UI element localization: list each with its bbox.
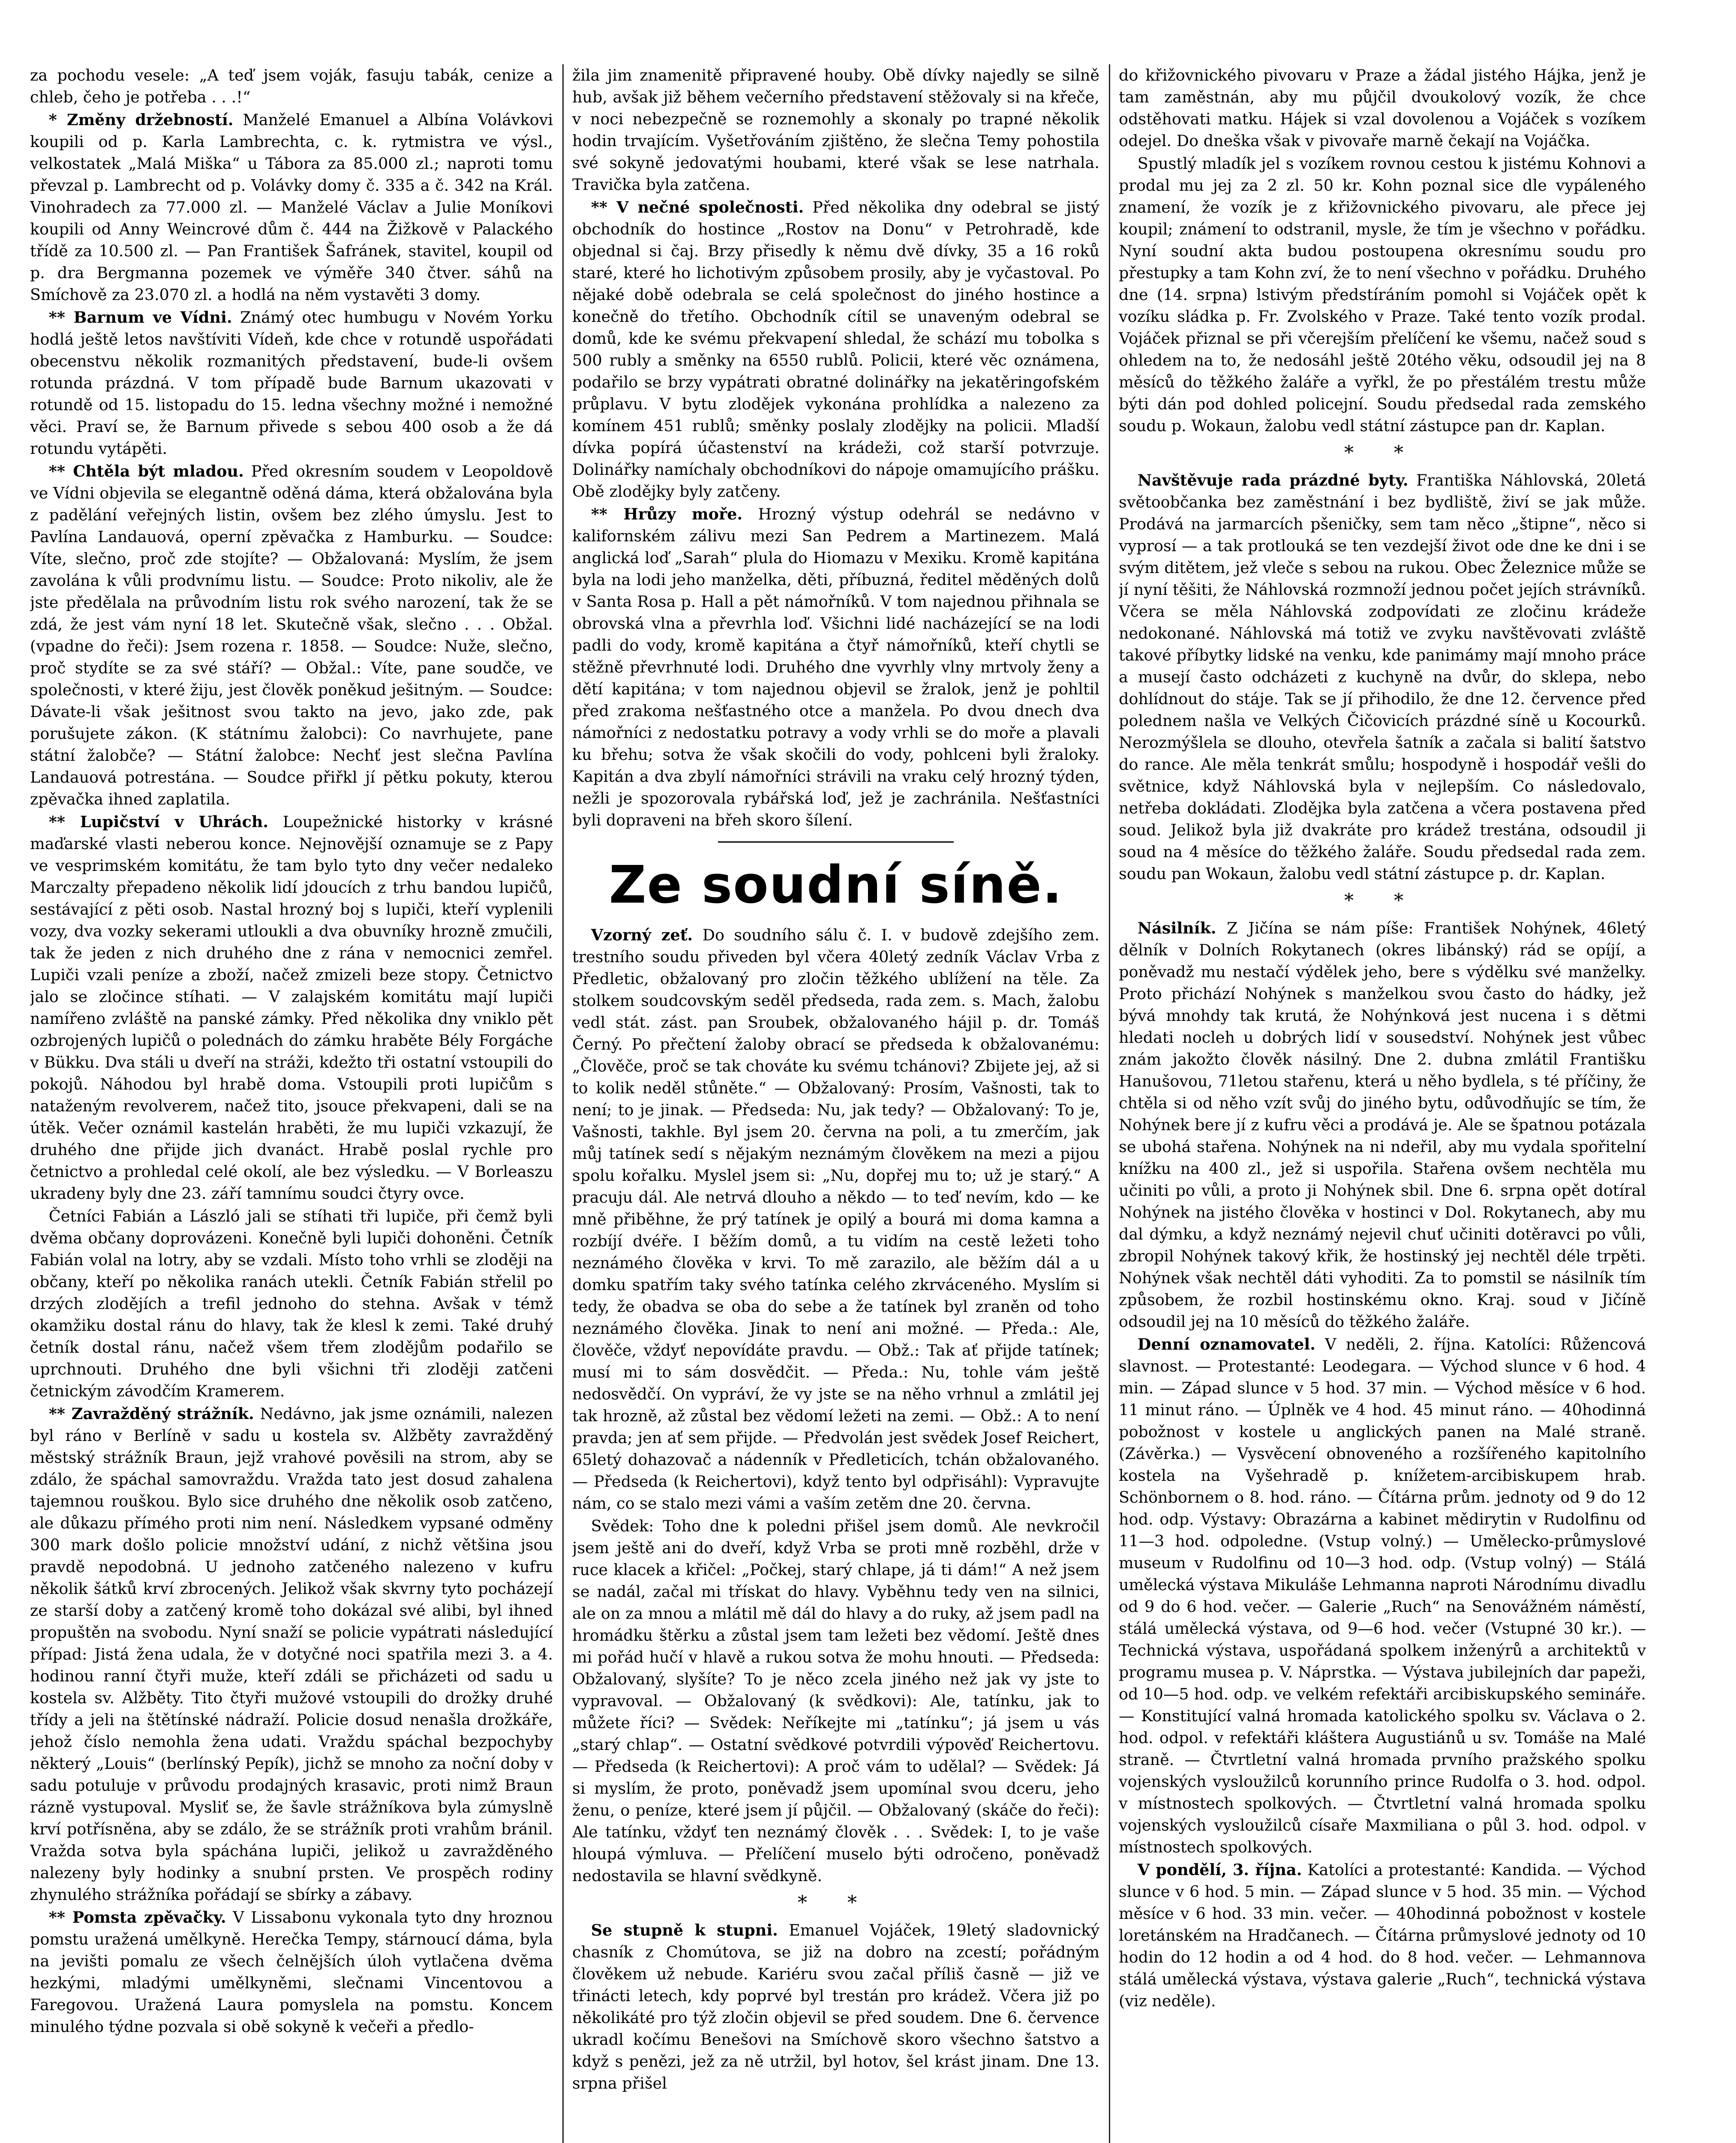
article-title: ** V nečné společnosti.	[591, 198, 804, 216]
article-title: Vzorný zeť.	[591, 926, 693, 944]
article-text: Četníci Fabián a László jali se stíhati tři lupiče, při čemž byli dvěma občany doprovázeni. Konečně byli lupiči dohoněni. Četník Fabián volal na lotry, aby se vzdali. Místo toho vrhli se zloději na občany, kteří po několika ranách utekli. Četník Fabián střelil po drzých zlodějích a trefil jednoho do stehna. Avšak v témž okamžiku dostal ránu do hlavy, tak že klesl k zemi. Také druhý četník dostal ránu, načež všem třem zlodějům podařilo se uprchnouti. Druhého dne byli všichni tři zloději zatčeni četnickým závodčím Kramerem.	[30, 1207, 553, 1400]
article-text: za pochodu vesele: „A teď jsem voják, fasuju tabák, cenize a chleb, čeho je potřeba . . .!“	[30, 66, 553, 106]
article-title: Navštěvuje rada prázdné byty.	[1137, 471, 1409, 489]
article-text: žila jim znamenitě připravené houby. Obě dívky najedly se silně hub, avšak již během večerního představení stěžovaly si na křeče, v noci nebezpečně se roznemohly a skonaly po trapné několik hodin trvajícím. Vyšetřováním zjištěno, že slečna Temy pohostila své sokyně jedovatými houbami, které však se lese natrhala. Travička byla zatčena.	[572, 66, 1099, 194]
article-paragraph	[1119, 153, 1646, 437]
article-paragraph	[572, 924, 1099, 1514]
article-paragraph	[1119, 64, 1646, 152]
column-divider	[562, 64, 564, 2143]
article-text: Hrozný výstup odehrál se nedávno v kalifornském zálivu mezi San Pedrem a Martinezem. Malá anglická loď „Sarah“ plula do Hiomazu v Mexiku. Kromě kapitána byla na lodi jeho manželka, děti, příbuzná, ředitel měděných dolů v Santa Rosa p. Hall a pět námořníků. V tom najednou přihnala se obrovská vlna a převrhla loď. Všichni lidé nacházející se na lodi padli do vody, kromě kapitána a čtyř námořníků, kteří chytli se stěžně převrhnuté lodi. Druhého dne vyvrhly vlny mrtvoly ženy a dětí kapitána; v tom najednou objevil se žralok, jenž je pohltil před zrakoma nešťastného otce a manžela. Po dvou dnech dva námořníci z nedostatku potravy a vody vrhli se do moře a plavali ku břehu; sotva že však skočili do vody, pohlceni byli žraloky. Kapitán a dva zbylí námořníci strávili na vraku celý hrozný týden, nežli je spozorovala rybářská loď, jež je zachránila. Nešťastníci byli dopraveni na břeh skoro šílení.	[572, 505, 1099, 829]
article-paragraph	[30, 64, 553, 108]
article-title: Denní oznamovatel.	[1137, 1335, 1316, 1354]
article-paragraph	[572, 64, 1099, 195]
article-paragraph	[30, 306, 553, 459]
separator-stars: * *	[1344, 442, 1421, 464]
article-title: Se stupně k stupni.	[591, 1921, 778, 1939]
article-paragraph	[30, 1403, 553, 1906]
article-text: Do soudního sálu č. I. v budově zdejšího zem. trestního soudu přiveden byl včera 40letý zedník Václav Vrba z Předletic, obžalovaný pro zločin těžkého ublížení na těle. Za stolkem soudcovským seděl předseda, rada zem. s. Mach, žalobu vedl stát. zást. pan Sroubek, obžalovaného hájil p. dr. Tomáš Černý. Po přečtení žaloby obrací se předseda k obžalovanému: „Člověče, proč se tak chováte ku svému tchánovi? Zbijete jej, až si to kolik neděl stůněte.“ — Obžalovaný: Prosím, Vašnosti, tak to není; to je jinak. — Předseda: Nu, jak tedy? — Obžalovaný: To je, Vašnosti, takhle. Byl jsem 20. června na poli, a tu zmerčím, jak můj tatínek sedí s nějakým neznámým člověkem na mezi a pijou spolu kořalku. Myslel jsem si: „Nu, dopřej mu to; už je starý.“ A pracuju dál. Ale netrvá dlouho a někdo — to teď nevím, kdo — ke mně přiběhne, že prý tatínek je opilý a bourá mi doma kamna a rozbíjí dvéře. I běžím domů, a tu vidím na cestě ležeti toho neznámého člověka v krvi. To mě zarazilo, ale běžím dál a u domku spatřím taky svého tatínka celého zkrváceného. Myslím si tedy, že obadva se oba do sebe a že tatínek byl zraněn od toho neznámého člověka. Jinak to není ani možné. — Předa.: Ale, člověče, vždyť nepovídáte pravdu. — Obž.: Tak ať přijde tatínek; musí mi to sám dosvědčit. — Předa.: Nu, tohle vám ještě nedosvědčí. On vypráví, že vy jste se na něho vrhnul a zmlátil jej tak hrozně, až zůstal bez vědomí ležeti na zemi. — Obž.: A to není pravda; jen ať sem přijde. — Předvolán jest svědek Josef Reichert, 65letý dohazovač a nádenník v Předleticích, tchán obžalovaného. — Předseda (k Reichertovi), když tento byl odpřisáhl): Vypravujte nám, co se stalo mezi vámi a vaším zetěm dne 20. června.	[572, 926, 1099, 1513]
article-text: Před několika dny odebral se jistý obchodník do hostince „Rostov na Donu“ v Petrohradě, kde objednal si čaj. Brzy přisedly k němu dvě dívky, 35 a 16 roků staré, které ho lichotivým způsobem prosily, aby je vyčastoval. Po nějaké době odebrala se celá společnost do jiného hostince a konečně do třetího. Obchodník cítil se unaveným odebral se domů, kde ke svému překvapení shledal, že schází mu tobolka s 500 rubly a směnky na 6550 rublů. Policii, které věc oznámena, podařilo se brzy vypátrati obratné dolinářky na jekatěringofském průplavu. V bytu zlodějek vykonána prohlídka a nalezeno za komínem 451 rublů; směnky poslaly zlodějky na policii. Mladší dívka popírá účastenství na krádeži, což starší potvrzuje. Dolinářky namíchaly obchodníkovi do nápoje omamujícího prášku. Obě zlodějky byly zatčeny.	[572, 198, 1099, 501]
article-title: ** Chtěla být mladou.	[48, 462, 244, 480]
article-paragraph	[572, 1919, 1099, 2094]
article-paragraph	[30, 1906, 553, 2038]
article-title: ** Zavražděný strážník.	[48, 1405, 254, 1423]
article-text: Loupežnické historky v krásné maďarské vlasti neberou konce. Nejnovější oznamuje se z Papy ve vesprimském komitátu, že tam bylo tyto dny večer nedaleko Marczalty přepadeno několik lidí jdoucích z trhu bandou lupičů, sestávající z pěti osob. Nastal hrozný boj s lupiči, kteří vyplenili vozy, dva vozky sekerami utloukli a dva obuvníky hrozně zmučili, tak že jeden z nich druhého dne z rána v nemocnici zemřel. Lupiči vzali peníze a zboží, načež zmizeli beze stopy. Četnictvo jalo se zločince stíhati. — V zalajském komitátu mají lupiči namířeno zvláště na panské zámky. Před několika dny vniklo pět ozbrojených lupičů o polednách do zámku hraběte Bély Forgáche v Bükku. Dva stáli u dveří na stráži, kdežto tři ostatní vstoupili do pokojů. Náhodou byl hrabě doma. Vstoupili proti lupičům s nataženým revolverem, načež tito, jsouce překvapeni, dali se na útěk. Večer oznámil kastelán hraběti, že mu lupiči vzkazují, že druhého dne přijde jich dvanáct. Hrabě poslal rychle pro četnictvo a prohledal celé okolí, ale bez výsledku. — V Borleaszu ukradeny byly dne 23. září tamnímu soudci čtyry ovce.	[30, 813, 553, 1203]
article-text: Emanuel Vojáček, 19letý sladovnický chasník z Chomútova, se již na dobro na zcestí; pořádným člověkem už nebude. Kariéru svou začal příliš časně — již ve třinácti letech, kdy poprvé byl trestán pro krádež. Včera již po několikáté pro týž zločin objevil se před soudem. Dne 6. července ukradl kočímu Benešovi na Smíchově skoro všechno šatstvo a když s penězi, jež za ně utržil, byl hotov, šel krást jinam. Dne 13. srpna přišel	[572, 1921, 1099, 2092]
article-paragraph	[30, 460, 553, 810]
column-right	[1119, 64, 1646, 2143]
article-title: ** Lupičství v Uhrách.	[48, 813, 269, 831]
article-title: ** Pomsta zpěvačky.	[48, 1908, 226, 1927]
article-text: Spustlý mladík jel s vozíkem rovnou cestou k jistému Kohnovi a prodal mu jej za 2 zl. 50 kr. Kohn poznal sice dle vypáleného znamení, že vozík je z křižovnického pivovaru, ale přece jej koupil; známení to odstranil, mysle, že tím je všechno v pořádku. Nyní soudní akta budou postoupena okresnímu soudu pro přestupky a tam Kohn zví, že to není všechno v pořádku. Druhého dne (14. srpna) lstivým předstíráním pomohl si Vojáček opět k vozíku sládka p. Fr. Zvolského v Praze. Také tento vozík prodal. Vojáček přiznal se při včerejším přelíčení ke všemu, načež soud s ohledem na to, že nedosáhl ještě 20tého věku, odsoudil jej na 8 měsíců do těžkého žaláře a vyřkl, že po přestálém trestu může býti dán pod dohled policejní. Soudu předsedal rada zemského soudu p. Wokaun, žalobu vedl státní zástupce pan dr. Kaplan.	[1119, 154, 1646, 435]
article-text: Svědek: Toho dne k poledni přišel jsem domů. Ale nevkročil jsem ještě ani do dveří, když Vrba se proti mně rozběhl, drže v ruce klacek a křičel: „Počkej, starý chlape, já ti dám!“ A než jsem se nadál, začal mi třískat do hlavy. Vyběhnu tedy ven na silnici, ale on za mnou a mlátil mě dál do hlavy a do ruky, až jsem padl na hromádku štěrku a zůstal jsem tam ležeti bez vědomí. Ještě dnes mi pořád hučí v hlavě a rukou sotva že mohu hnouti. — Předseda: Obžalovaný, slyšíte? To je něco zcela jiného než jak vy jste to vypravoval. — Obžalovaný (k svědkovi): Ale, tatínku, jak to můžete říci? — Svědek: Neříkejte mi „tatínku“; já jsem u vás „starý chlap“. — Ostatní svědkové potvrdili výpověď Reichertovu. — Předseda (k Reichertovi): A proč vám to udělal? — Svědek: Já si myslím, že proto, poněvadž jsem upomínal svou dceru, jeho ženu, o peníze, které jsem jí půjčil. — Obžalovaný (skáče do řeči): Ale tatínku, vždyť ten neznámý člověk . . . Svědek: I, to je vaše hloupá výmluva. — Přelíčení muselo býti odročeno, poněvadž nedostavila se hlavní svědkyně.	[572, 1517, 1099, 1885]
columns-container	[30, 64, 1710, 2143]
article-text: Nedávno, jak jsme oznámili, nalezen byl ráno v Berlíně v sadu u kostela sv. Alžběty zavražděný městský strážník Braun, jejž vrahové pověsili na strom, aby se zdálo, že spáchal samovraždu. Vražda tato jest dosud zahalena tajemnou rouškou. Bylo sice druhého dne několik osob zatčeno, ale důkazu přímého proti nim není. Následkem vypsané odměny 300 mark došlo policie množství udání, z nichž většina jsou pravdě nepodobná. U jednoho zatčeného nalezeno v kufru několik šátků krví zbrocených. Jelikož však skvrny tyto pocházejí ze starší doby a zatčený kromě toho dokázal své alibi, byl ihned propuštěn na svobodu. Nyní snaží se policie vypátrati následující případ: Jistá žena udala, že v dotyčné noci spatřila mezi 3. a 4. hodinou ranní čtyři muže, kteří zdáli se přicházeti od sadu u kostela sv. Alžběty. Tito čtyři mužové vstoupili do drožky druhé třídy a jeli na štětínské nádraží. Policie dosud nenašla drožkáře, jehož číslo nemohla žena udati. Vraždu spáchal bezpochyby některý „Louis“ (berlínský Pepík), jichž se mnoho za noční doby v sadu potuluje v průvodu prodajných krasavic, proti nimž Braun rázně vystupoval. Mysliť se, že šavle strážníkova byla zúmyslně krví potřísněna, aby se zdálo, že se strážník proti vrahům bránil. Vražda sotva byla spáchána lupiči, jelikož u zavražděného nalezeny byly hodinky a snubní prsten. Ve prospěch rodiny zhynulého strážníka pořádají se sbírky a zábavy.	[30, 1405, 553, 1904]
separator-stars: * *	[1344, 890, 1421, 912]
article-paragraph	[1119, 1333, 1646, 1858]
article-title: V pondělí, 3. října.	[1137, 1861, 1302, 1879]
column-divider	[1109, 64, 1110, 2143]
article-text: Známý otec humbugu v Novém Yorku hodlá ještě letos navštíviti Vídeň, kde chce v rotundě uspořádati obecenstvu několik rozmanitých představení, bude-li ovšem rotunda prázdná. V tom případě bude Barnum ukazovati v rotundě od 15. listopadu do 15. ledna všechny možné i nemožné věci. Praví se, že Barnum přivede s sebou 400 osob a že dá rotundu vytápěti.	[30, 308, 553, 458]
article-text: V neděli, 2. října. Katolíci: Růžencová slavnost. — Protestanté: Leodegara. — Východ slunce v 6 hod. 4 min. — Západ slunce v 5 hod. 37 min. — Východ měsíce v 6 hod. 11 minut ráno. — Úplněk ve 4 hod. 45 minut ráno. — 40hodinná pobožnost v kostele u anglických panen na Malé straně. (Závěrka.) — Vysvěcení obnoveného a rozšířeného kapitolního kostela na Vyšehradě p. knížetem-arcibiskupem hrab. Schönbornem o 8. hod. ráno. — Čítárna prům. jednoty od 9 do 12 hod. odp. Výstavy: Obrazárna a kabinet mědirytin v Rudolfinu od 11—3 hod. odpoledne. (Vstup volný.) — Umělecko-průmyslové museum v Rudolfinu od 10—3 hod. odp. (Vstup volný) — Stálá umělecká výstava Mikuláše Lehmanna naproti Národnímu divadlu od 9 do 6 hod. večer. — Galerie „Ruch“ na Senovážném náměstí, stálá umělecká výstava, od 9—6 hod. večer (Vstupné 30 kr.). — Technická výstava, uspořádaná spolkem inženýrů a architektů v programu musea p. V. Náprstka. — Výstava jubilejních dar papeži, od 10—5 hod. odp. ve velkém refektáři arcibiskupského semináře. — Konstitující valná hromada katolického spolku sv. Václava o 2. hod. odpol. v refektáři kláštera Augustiánů u sv. Tomáše na Malé straně. — Čtvrtletní valná hromada prvního pražského spolku vojenských vysloužilců korunního prince Rudolfa o 3. hod. odpol. v místnostech spolkových. — Čtvrtletní valná hromada spolku vojenských vysloužilců císaře Maxmiliana o půl 3. hod. odpol. v místnostech spolkových.	[1119, 1335, 1646, 1856]
article-text: Katolíci a protestanté: Kandida. — Východ slunce v 6 hod. 5 min. — Západ slunce v 5 hod. 35 min. — Východ měsíce v 6 hod. 33 min. večer. — 40hodinná pobožnost v kostele loretánském na Hradčanech. — Čítárna průmyslové jednoty od 10 hodin do 12 hodin a od 4 hod. do 8 hod. večer. — Lehmannova stálá umělecká výstava, výstava galerie „Ruch“, technická výstava (viz neděle).	[1119, 1861, 1646, 2010]
separator-stars: * *	[798, 1892, 874, 1914]
article-title: Násilník.	[1137, 919, 1216, 937]
article-text: do křižovnického pivovaru v Praze a žádal jistého Hájka, jenž je tam zaměstnán, aby mu půjčil dvoukolový vozík, že chce odstěhovati matku. Hájek si vzal dovolenou a Vojáček s vozíkem odejel. Do dneška však v pivovaře marně čekají na Vojáčka.	[1119, 66, 1646, 150]
section-headline: Ze soudní síně.	[609, 855, 1063, 915]
article-text: Manželé Emanuel a Albína Volávkovi koupili od p. Karla Lambrechta, c. k. rytmistra ve výsl., velkostatek „Malá Miška“ u Tábora za 85.000 zl.; naproti tomu převzal p. Lambrecht od p. Volávky domy č. 335 a č. 342 na Král. Vinohradech za 77.000 zl. — Manželé Václav a Julie Moníkovi koupili od Anny Weincrové dům č. 444 na Žižkově v Palackého třídě za 10.500 zl. — Pan František Šafránek, stavitel, koupil od p. dra Bergmanna pozemek ve výměře 340 čtver. sáhů na Smíchově za 23.070 zl. a hodlá na něm vystavěti 3 domy.	[30, 111, 553, 304]
article-text: Františka Náhlovská, 20letá světoobčanka bez zaměstnání i bez bydliště, živí se jak může. Prodává na jarmarcích pšeničky, sem tam něco „štipne“, něco si vyprosí — a tak protlouká se ten vezdejší život ode dne ke dni i se svým ditětem, jež vleče s sebou na rukou. Obec Železnice může se jí nyní těšiti, že Náhlovská rozmnoží jednou počet jejích strávníků. Včera se měla Náhlovská zodpovídati ze zločinu krádeže nedokonané. Náhlovská má totiž ve zvyku navštěvovati zvláště takové příbytky lidské na venku, kde panimámy mají mnoho práce a musejí často odcházeti z kuchyně na dvůr, do sklepa, nebo dohlídnout do stáje. Tak se jí přihodilo, že dne 12. července před polednem našla ve Velkých Čičovicích prázdné síně u Kocourků. Nerozmýšlela se dlouho, otevřela šatník a začala si balití šatstvo do rance. Ale měla tenkrát smůlu; hospodyně i hospodář vešli do světnice, když Náhlovská byla v nejlepším. Co následovalo, netřeba dokládati. Zlodějka byla zatčena a včera postavena před soud. Jelikož byla již dvakráte pro krádež trestána, odsoudil ji soud na 4 měsíce do těžkého žaláře. Soudu předsedal rada zem. soudu pan Wokaun, žalobu vedl státní zástupce p. dr. Kaplan.	[1119, 471, 1646, 883]
article-title: * Změny držebností.	[48, 111, 234, 129]
article-paragraph	[1119, 917, 1646, 1333]
article-text: V Lissabonu vykonala tyto dny hroznou pomstu uražená umělkyně. Herečka Tempy, stárnoucí dáma, byla na jevišti pomalu ze všech čelnějších úloh vytlačena dvěma hezkými, mladými umělkyněmi, slečnami Vincentovou a Faregovou. Uražená Laura pomyslela na pomstu. Koncem minulého týdne pozvala si obě sokyně k večeři a předlo-	[30, 1908, 553, 2036]
article-paragraph	[30, 811, 553, 1204]
column-left	[30, 64, 553, 2143]
section-rule	[718, 841, 954, 843]
article-paragraph	[572, 1515, 1099, 1887]
article-paragraph	[30, 109, 553, 306]
article-paragraph	[1119, 469, 1646, 885]
article-paragraph	[1119, 1859, 1646, 2012]
article-text: Před okresním soudem v Leopoldově ve Vídni objevila se elegantně oděná dáma, která obžalována byla z padělání veřejných listin, ovšem bez zlého úmyslu. Jest to Pavlína Landauová, operní zpěvačka z Hamburku. — Soudce: Víte, slečno, proč zde stojíte? — Obžalovaná: Myslím, že jsem zavolána k vůli prodvnímu listu. — Soudce: Proto nikoliv, ale že jste předělala na průvodním listu rok svého narození, tak že se zdá, že jest vám nyní 18 let. Skutečně však, slečno . . . Obžal. (vpadne do řeči): Jsem rozena r. 1858. — Soudce: Nuže, slečno, proč stydíte se za své stáří? — Obžal.: Víte, pane soudče, ve společnosti, v které žiju, jest člověk poněkud ješitným. — Soudce: Dávate-li však ješitnost svou takto na jevo, jako zde, pak porušujete zákon. (K státnímu žalobci): Co navrhujete, pane státní žalobče? — Státní žalobce: Nechť jest slečna Pavlína Landauová potrestána. — Soudce přiřkl jí pětku pokuty, kterou zpěvačka ihned zaplatila.	[30, 462, 553, 808]
article-paragraph	[572, 503, 1099, 831]
article-paragraph	[572, 196, 1099, 502]
article-text: Z Jičína se nám píše: František Nohýnek, 46letý dělník v Dolních Rokytanech (okres libánský) rád se opíjí, a poněvadž mu nestačí výdělek jeho, bere s výdělku své manželky. Proto přichází Nohýnek s manželkou svou často do hádky, jež bývá mnohdy tak krutá, že Nohýnková jest nucena i s dětmi hledati nocleh u dobrých lidí v sousedství. Nohýnek jest vůbec znám jakožto člověk násilný. Dne 2. dubna zmlátil Františku Hanušovou, 71letou stařenu, která u něho bydlela, s té příčiny, že chtěla si od něho vzít svůj do jiného bytu, odůvodňujíc se tím, že Nohýnek bere jí z kufru věci a prodává je. Ale se špatnou potázala se ubohá stařena. Nohýnek na ni ndeřil, aby mu vydala spořitelní knížku na 400 zl., jež si uspořila. Stařena ovšem nechtěla mu učiniti po vůli, a proto ji Nohýnek sbil. Dne 6. srpna opět dotíral Nohýnek na jistého člověka v hostinci v Dol. Rokytanech, aby mu dal dýmku, a když neznámý nejevil chuť učiniti dotěravci po vůli, zbropil Nohýnek takový křik, že hostinský jej nechtěl déle trpěti. Nohýnek však nechtěl dáti vyhoditi. Za to pomstil se násilník tím způsobem, že rozbil hostinskému okno. Kraj. soud v Jičíně odsoudil jej na 10 měsíců do těžkého žaláře.	[1119, 919, 1646, 1331]
column-middle	[572, 64, 1099, 2143]
article-paragraph	[30, 1205, 553, 1402]
article-title: ** Barnum ve Vídni.	[48, 308, 232, 327]
article-title: ** Hrůzy moře.	[591, 505, 743, 523]
